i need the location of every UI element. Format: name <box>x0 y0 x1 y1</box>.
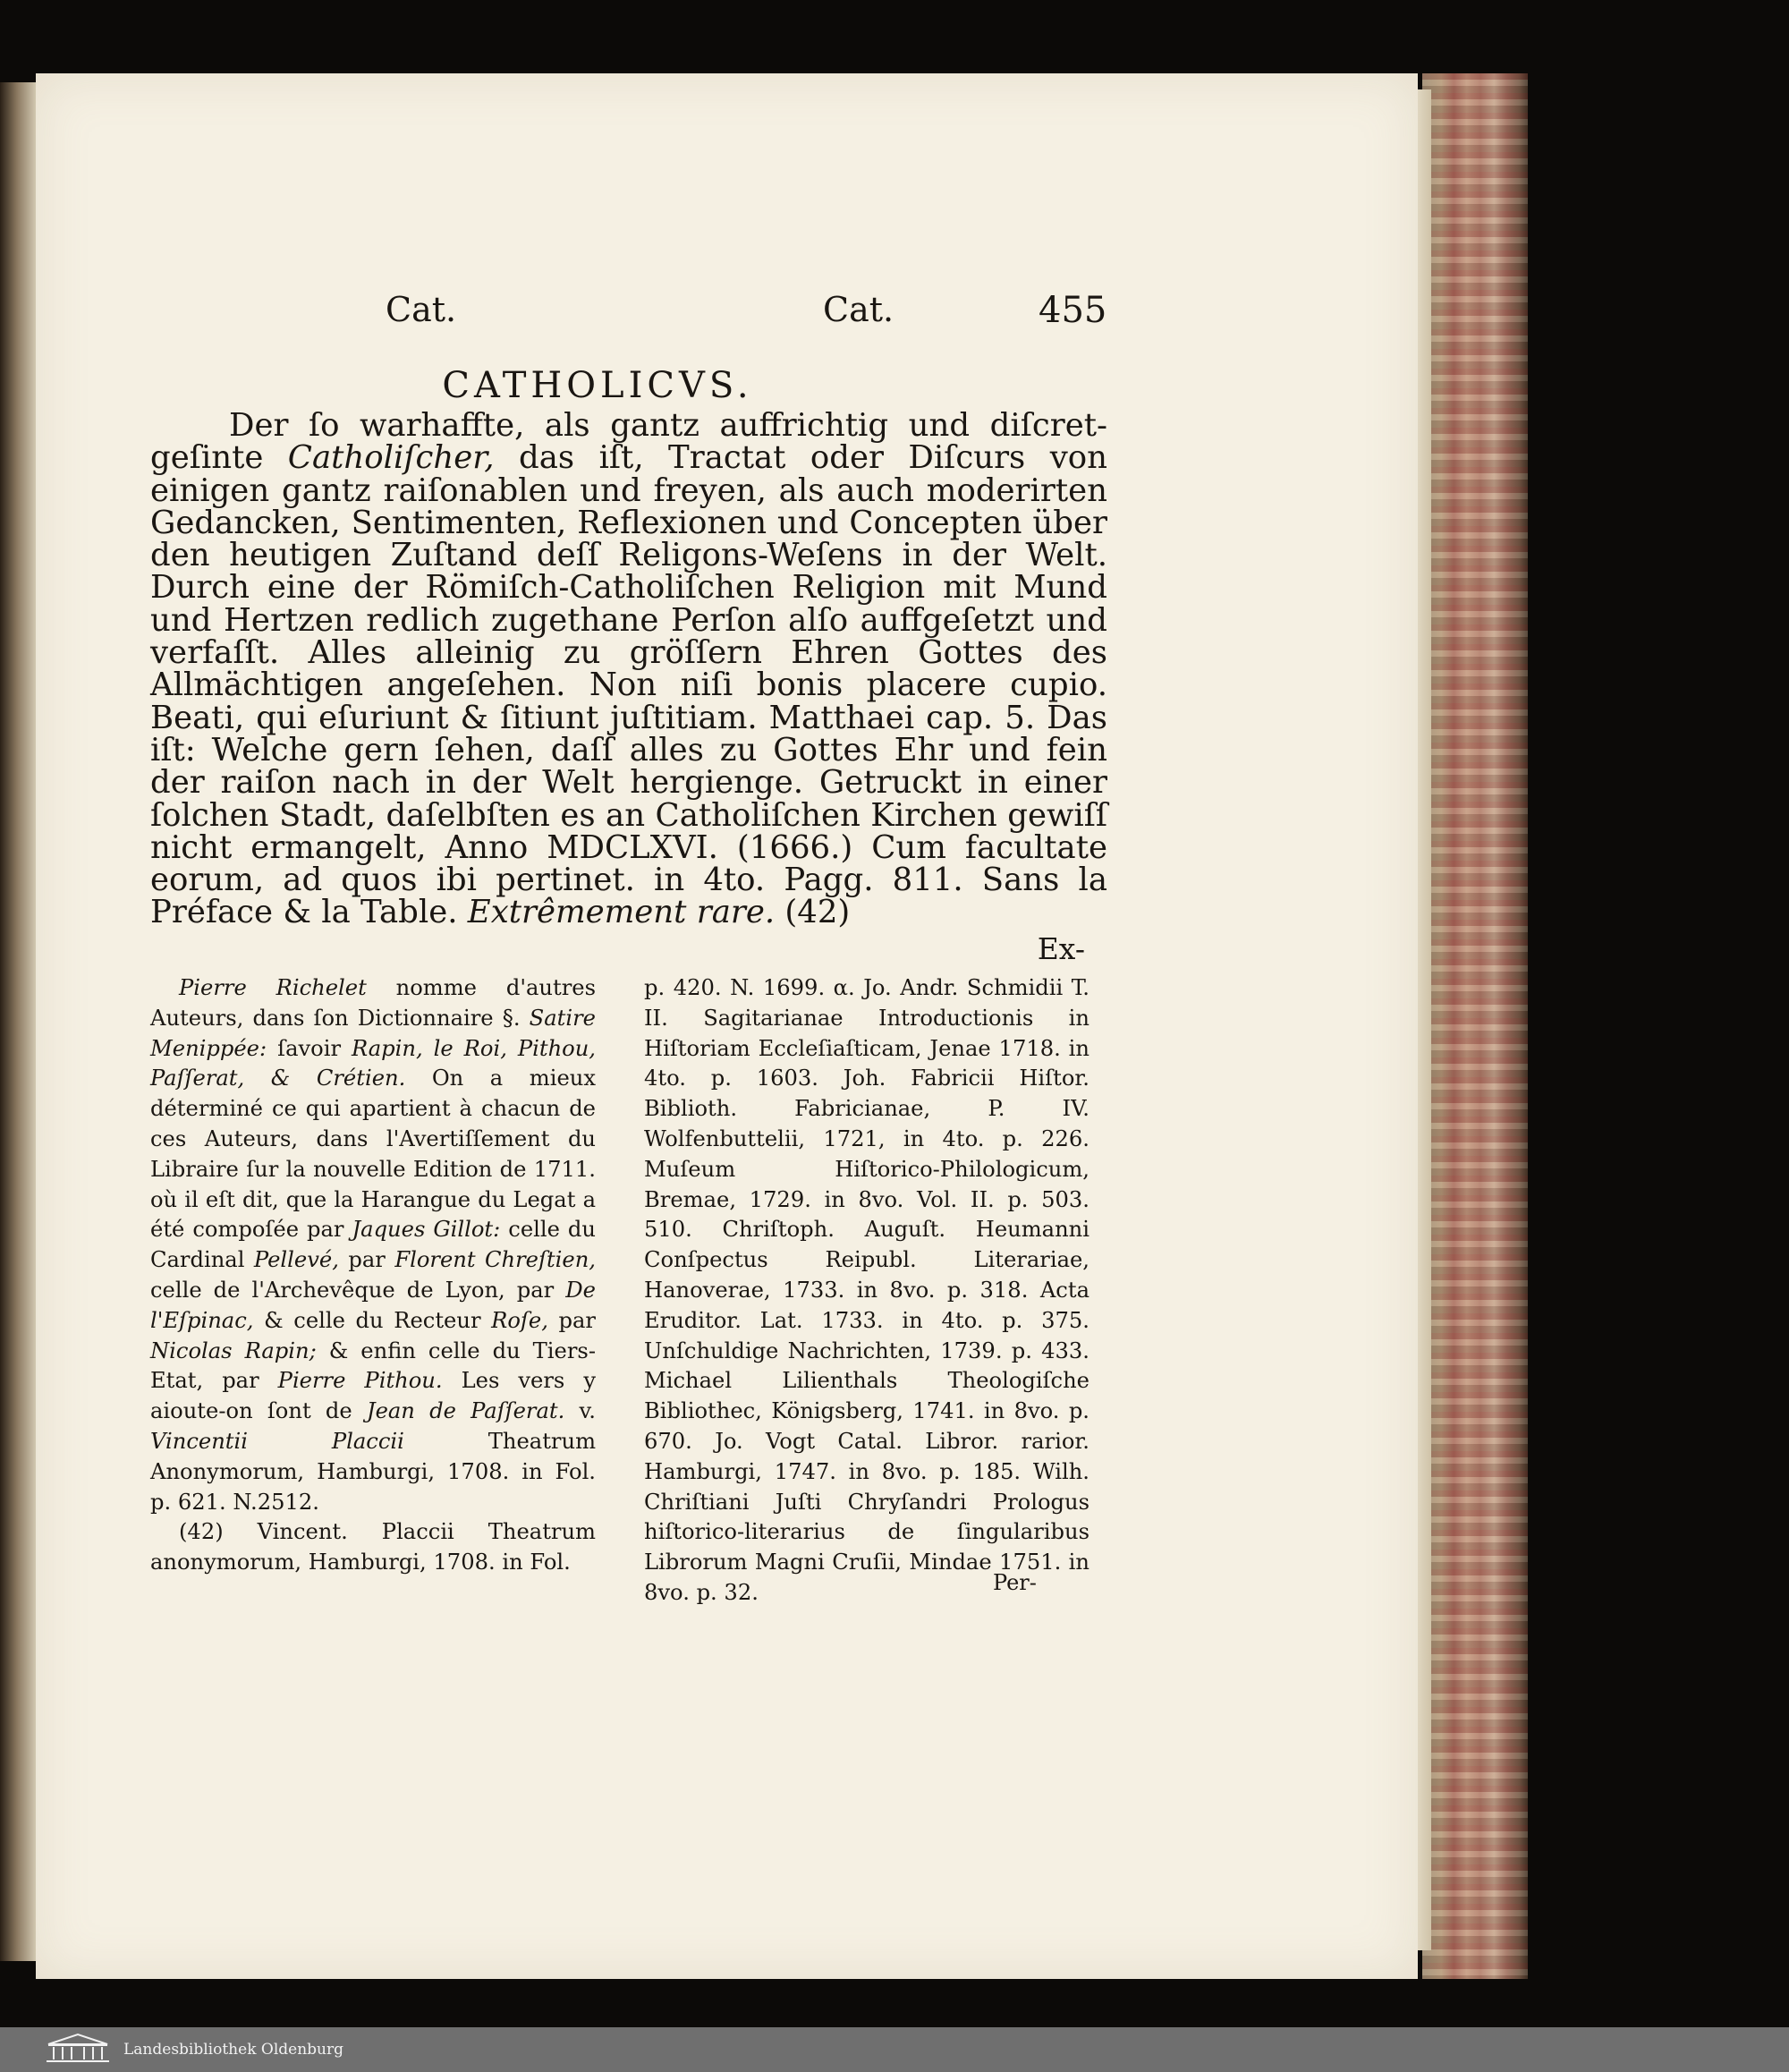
note-italic: Rapin, le Roi, Pithou, Paſſerat, & Crétien. <box>150 1035 596 1091</box>
entry-body <box>150 407 1107 931</box>
note-italic: Pierre Richelet <box>179 975 367 1000</box>
footnote-column-left <box>150 973 596 1609</box>
note-italic: Vincentii Placcii <box>150 1428 404 1454</box>
note-italic: Pierre Pithou. <box>277 1368 443 1394</box>
note-italic: De l'Eſpinac, <box>150 1277 596 1333</box>
entry-body-text: Der ſo warhaffte, als gantz auffrichtig und diſcret-geſinte <box>150 407 1107 477</box>
note-text: v. <box>564 1398 596 1424</box>
footnotes <box>150 973 1090 1609</box>
header-left: Cat. <box>386 290 457 329</box>
note-italic: Pellevé, <box>253 1247 339 1273</box>
entry-title: CATHOLICVS. <box>442 365 753 406</box>
rarity-note: Extrêmement rare. <box>467 894 776 931</box>
note-text: ſavoir <box>267 1035 352 1061</box>
library-building-icon <box>0 2032 123 2068</box>
left-page-edge <box>0 82 38 1961</box>
note-italic: Jean de Paſſerat. <box>366 1398 565 1424</box>
footnote-column-right <box>644 973 1090 1609</box>
footer-bar <box>0 2027 1789 2072</box>
note-text: Les vers y aioute-on ſont de <box>150 1368 596 1424</box>
note-italic: Roſe, <box>491 1307 548 1333</box>
main-text-area <box>150 286 1107 966</box>
note-text: On a mieux déterminé ce qui apartient à chacun de ces Auteurs, dans l'Avertiſſement du Libraire ſur la nouvelle Edition de 1711. où il eſt dit, que la Harangue du Legat a été compoſée par <box>150 1066 596 1243</box>
library-name: Landesbibliothek Oldenburg <box>123 2041 344 2059</box>
book-cover-edge <box>1422 73 1528 1979</box>
note-text: celle du Cardinal <box>150 1217 596 1273</box>
note-italic: Nicolas Rapin; <box>150 1337 317 1363</box>
footnote-paragraph <box>150 973 596 1517</box>
footnote-catchword: Per- <box>993 1570 1037 1595</box>
note-italic: Jaques Gillot: <box>352 1217 501 1243</box>
page-number: 455 <box>1039 290 1107 331</box>
note-italic: Satire Menippée: <box>150 1005 596 1061</box>
note-text: Theatrum Anonymorum, Hamburgi, 1708. in Fol. p. 621. N.2512. <box>150 1428 596 1515</box>
running-header <box>150 286 1107 349</box>
note-text: & celle du Recteur <box>253 1307 492 1333</box>
footnote-42: (42) Vincent. Placcii Theatrum anonymorum, Hamburgi, 1708. in Fol. <box>150 1519 596 1575</box>
footnote-continuation: p. 420. N. 1699. α. Jo. Andr. Schmidii T. II. Sagitarianae Introductionis in Hiſtoriam Eccleſiaſticam, Jenae 1718. in 4to. p. 1603. Joh. Fabricii Hiſtor. Biblioth. Fabricianae, P. IV. Wolfenbuttelii, 1721, in 4to. p. 226. Muſeum Hiſtorico-Philologicum, Bremae, 1729. in 8vo. Vol. II. p. 503. 510. Chriſtoph. Auguſt. Heumanni Conſpectus Reipubl. Literariae, Hanoverae, 1733. in 8vo. p. 318. Acta Eruditor. Lat. 1733. in 4to. p. 375. Unſchuldige Nachrichten, 1739. p. 433. Michael Lilienthals Theologiſche Bibliothec, Königsberg, 1741. in 8vo. p. 670. Jo. Vogt Catal. Libror. rarior. Hamburgi, 1747. in 8vo. p. 185. Wilh. Chriſtiani Juſti Chryſandri Prologus hiſtorico-literarius de ſingularibus Librorum Magni Cruſii, Mindae 1751. in 8vo. p. 32. <box>644 975 1090 1605</box>
header-right: Cat. <box>823 290 894 329</box>
note-italic: Florent Chreſtien, <box>394 1247 596 1273</box>
entry-body-italic: Catholiſcher, <box>287 439 495 477</box>
footnote-ref: (42) <box>775 894 851 931</box>
note-text: & enfin celle du Tiers-Etat, par <box>150 1337 596 1394</box>
note-text: par <box>338 1247 395 1273</box>
note-text: celle de l'Archevêque de Lyon, par <box>150 1277 566 1303</box>
catchword: Ex- <box>1037 930 1085 966</box>
note-text: par <box>547 1307 596 1333</box>
note-text: nomme d'autres Auteurs, dans ſon Dictionnaire §. <box>150 975 597 1031</box>
entry-body-text-2: das iſt, Tractat oder Diſcurs von einigen gantz raiſonablen und freyen, als auch moderirten Gedancken, Sentimenten, Reflexionen und Concepten über den heutigen Zuſtand deſſ Religons-Weſens in der Welt. Durch eine der Römiſch-Catholiſchen Religion mit Mund und Hertzen redlich zugethane Perſon alſo auffgeſetzt und verfaſſt. Alles alleinig zu gröſſern Ehren Gottes des Allmächtigen angeſehen. Non niſi bonis placere cupio. Beati, qui eſuriunt & ſitiunt juſtitiam. Matthaei cap. 5. Das iſt: Welche gern ſehen, daſſ alles zu Gottes Ehr und fein der raiſon nach in der Welt hergienge. Getruckt in einer ſolchen Stadt, daſelbſten es an Catholiſchen Kirchen gewiſſ nicht ermangelt, Anno MDCLXVI. (1666.) Cum facultate eorum, ad quos ibi pertinet. in 4to. Pagg. 811. Sans la Préface & la Table. <box>150 439 1107 931</box>
